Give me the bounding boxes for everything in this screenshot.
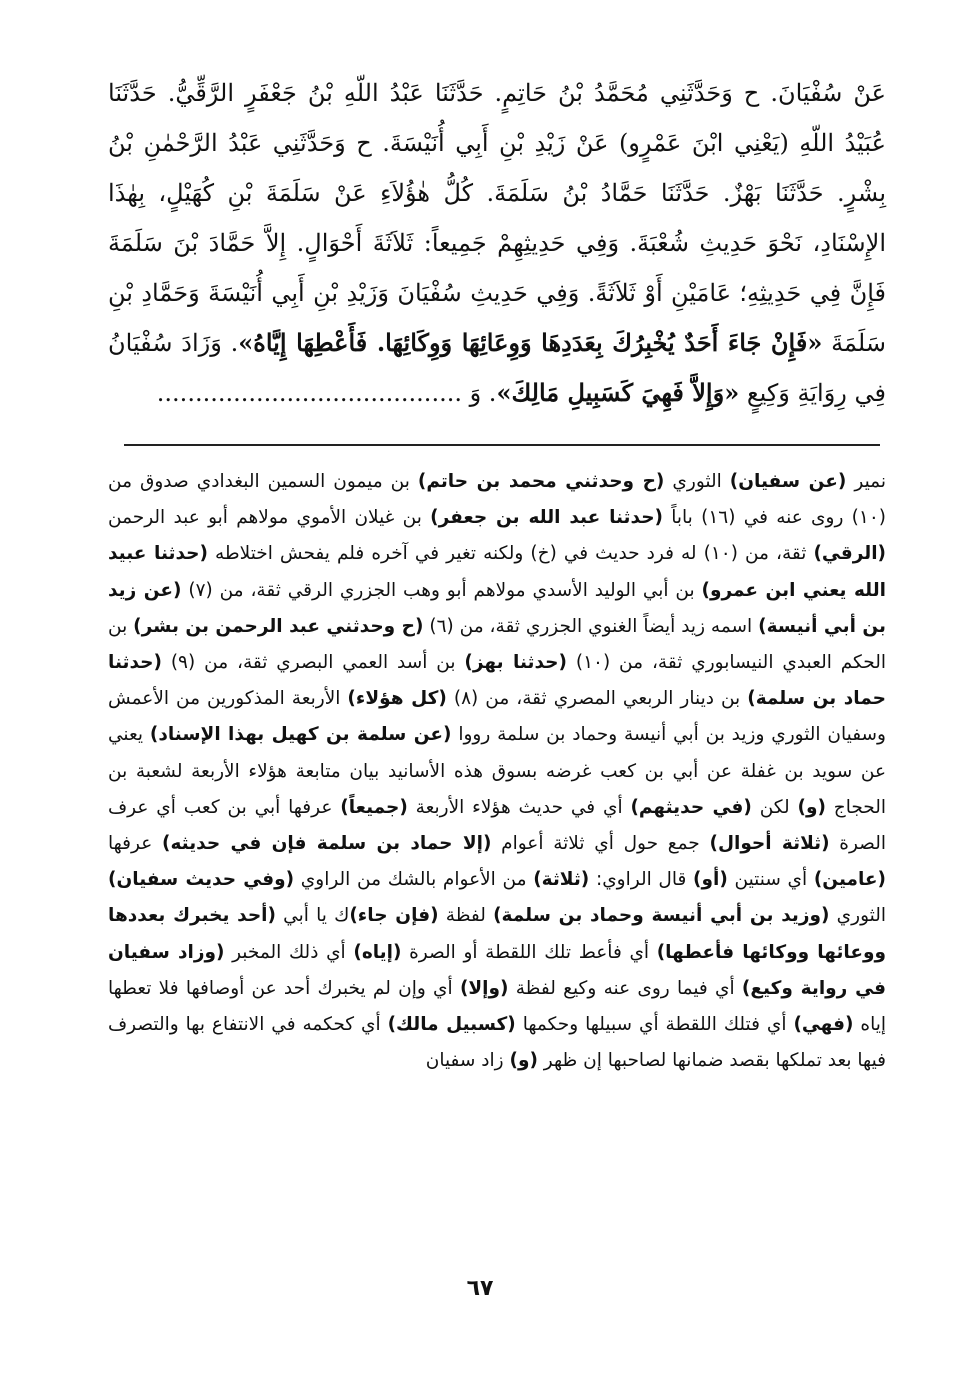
commentary-quote-bold: (عامين) xyxy=(813,869,886,891)
commentary-segment: بن الحكم العبدي النيسابوري ثقة، من (١٠) xyxy=(108,615,886,674)
hadith-segment: . وَ xyxy=(461,379,497,407)
commentary-quote-bold: (إياه) xyxy=(353,941,402,963)
commentary-segment: أي وإن لم يخبرك أحد عن أوصافها فلا تعطها إياه xyxy=(108,977,886,1036)
commentary-segment: عرفها أبي بن كعب أي عرف الصرة xyxy=(108,796,886,855)
commentary-quote-bold: (كسبيل مالك) xyxy=(387,1014,516,1036)
commentary-segment: أي ذلك المخبر xyxy=(224,941,354,963)
hadith-segment: . وَزَادَ سُفْيَانُ فِي رِوَايَةِ وَكِيعٍ xyxy=(108,329,886,407)
commentary-segment: نمير xyxy=(846,471,887,492)
commentary-segment: من الأعوام بالشك من الراوي xyxy=(294,869,534,891)
commentary-quote-bold: (أو) xyxy=(693,869,728,891)
commentary-segment: أي فيما روى عنه وكيع لفظة xyxy=(508,977,742,999)
commentary-segment: أي كحكمه في الانتفاع بها والتصرف فيها بعد تملكها بقصد ضمانها لصاحبها إن ظهر xyxy=(108,1014,886,1072)
commentary-quote-bold: (حدثنا بهز) xyxy=(464,652,567,674)
commentary-segment: أي فتلك اللقطة أي سبيلها وحكمها xyxy=(515,1014,794,1036)
commentary-quote-bold: (ثلاثة أحوال) xyxy=(709,833,830,855)
commentary-quote-bold: (إلا حماد بن سلمة فإن في حديثه) xyxy=(162,833,492,855)
commentary-segment: أي في حديث هؤلاء الأربعة xyxy=(407,796,631,818)
commentary-segment: بن ميمون السمين البغدادي صدوق من (١٠) روى عنه في (١٦) باباً xyxy=(108,471,886,529)
page-number: ٦٧ xyxy=(466,1276,494,1301)
commentary-quote-bold: (وزاد سفيان في رواية وكيع) xyxy=(108,941,886,999)
hadith-text-block xyxy=(108,68,886,418)
commentary-segment: الثوري xyxy=(664,471,730,492)
commentary-segment: قال الراوي: xyxy=(589,869,694,891)
commentary-quote-bold: (كل هؤلاء) xyxy=(347,688,447,710)
commentary-quote-bold: (فهي) xyxy=(793,1014,854,1036)
commentary-quote-bold: (وإلا) xyxy=(459,977,509,999)
commentary-segment: عرفها xyxy=(108,833,162,855)
commentary-quote-bold: (وفي حديث سفيان) xyxy=(108,869,295,891)
commentary-quote-bold: (الرقي) xyxy=(813,543,887,565)
commentary-segment: بن غيلان الأموي مولاهم أبو عبد الرحمن xyxy=(108,507,431,529)
commentary-segment: لفظة xyxy=(438,905,494,927)
commentary-segment: ثقة، من (١٠) له فرد حديث في (خ) ولكنه تغير في آخره فلم يفحش اختلاطه xyxy=(207,543,814,565)
commentary-quote-bold: (حدثنا عبد الله بن جعفر) xyxy=(430,507,663,529)
commentary-segment: بن أسد العمي البصري ثقة، من (٩) xyxy=(161,652,465,674)
commentary-segment: يعني عن سويد بن غفلة عن أبي بن كعب غرضه بسوق هذه الأسانيد بيان متابعة هؤلاء الأربعة لشعبة بن الحجاج xyxy=(108,724,886,818)
commentary-quote-bold: (حدثنا حماد بن سلمة) xyxy=(108,652,886,710)
hadith-segment-bold: «فَإِنْ جَاءَ أَحَدٌ يُخْبِرُكَ بِعَدَدِهَا وَوِعَائِهَا وَوِكَائِهَا. فَأَعْطِهَا إِيَّاهُ» xyxy=(238,328,823,357)
commentary-block xyxy=(108,464,886,1079)
commentary-quote-bold: (حدثنا عبيد الله يعني ابن عمرو) xyxy=(108,543,886,601)
commentary-quote-bold: (عن سلمة بن كهيل بهذا الإسناد) xyxy=(149,724,452,746)
commentary-quote-bold: (ح وحدثني محمد بن حاتم) xyxy=(417,471,665,492)
commentary-segment: أي سنتين xyxy=(727,869,814,891)
commentary-segment: اسمه زيد أيضاً الغنوي الجزري ثقة، من (٦) xyxy=(423,615,759,637)
hadith-segment: عَنْ سُفْيَانَ. ح وَحَدَّثَنِي مُحَمَّدُ بْنُ حَاتِمٍ. حَدَّثَنَا عَبْدُ اللّهِ بْنُ جَعْفَرٍ الرَّقِّيُّ. حَدَّثَنَا عُبَيْدُ اللّهِ (يَعْنِي ابْنَ عَمْرٍو) عَنْ زَيْدِ بْنِ أَبِي أُنَيْسَةَ. ح وَحَدَّثَنِي عَبْدُ الرَّحْمٰنِ بْنُ بِشْرٍ. حَدَّثَنَا بَهْزٌ. حَدَّثَنَا حَمَّادُ بْنُ سَلَمَةَ. كُلُّ هٰؤُلاَءِ عَنْ سَلَمَةَ بْنِ كُهَيْلٍ، بِهٰذَا الإِسْنَادِ، نَحْوَ حَدِيثِ شُعْبَةَ. وَفِي حَدِيثِهِمْ جَمِيعاً: ثَلاَثَةَ أَحْوَالٍ. إِلاَّ حَمَّادَ بْنَ سَلَمَةَ فَإِنَّ فِي حَدِيثِهِ؛ عَامَيْنِ أَوْ ثَلاَثَةً. وَفِي حَدِيثِ سُفْيَانَ وَزَيْدِ بْنِ أَبِي أُنَيْسَةَ وَحَمَّادِ بْنِ سَلَمَةَ xyxy=(108,79,886,357)
commentary-segment: أي فأعط تلك اللقطة أو الصرة xyxy=(401,941,657,963)
commentary-quote-bold: (ثلاثة) xyxy=(533,869,590,891)
commentary-quote-bold: (فإن جاء) xyxy=(349,905,439,927)
commentary-segment: بن دينار الربعي المصري ثقة، من (٨) xyxy=(446,688,748,710)
commentary-quote-bold: (في حديثهم) xyxy=(630,796,752,818)
commentary-segment: زاد سفيان xyxy=(425,1050,510,1072)
commentary-segment: بن أبي الوليد الأسدي مولاهم أبو وهب الجزري الرقي ثقة، من (٧) xyxy=(181,579,702,601)
hadith-segment-bold: «وَإِلاَّ فَهِيَ كَسَبِيلِ مَالِكَ» xyxy=(496,378,740,407)
commentary-segment: لكن xyxy=(751,796,798,818)
footnote-divider xyxy=(124,444,880,446)
commentary-quote-bold: (و) xyxy=(797,796,826,818)
commentary-quote-bold: (أحد يخبرك بعددها ووعائها ووكائها فأعطها) xyxy=(108,905,886,963)
commentary-segment: ك يا أبي xyxy=(275,905,350,927)
continuation-dots: ........................................ xyxy=(156,379,462,407)
commentary-segment: الثوري xyxy=(829,905,886,927)
commentary-quote-bold: (عن سفيان) xyxy=(729,471,847,492)
commentary-quote-bold: (عن زيد بن أبي أنيسة) xyxy=(108,579,886,637)
commentary-quote-bold: (وزيد بن أبي أنيسة وحماد بن سلمة) xyxy=(493,905,830,927)
commentary-segment: جمع حول أي ثلاثة أعوام xyxy=(491,833,710,855)
commentary-quote-bold: (و) xyxy=(509,1050,538,1072)
commentary-quote-bold: (ح وحدثني عبد الرحمن بن بشر) xyxy=(133,615,424,637)
commentary-quote-bold: (جميعاً) xyxy=(340,796,408,818)
commentary-segment: الأربعة المذكورين من الأعمش وسفيان الثوري وزيد بن أبي أنيسة وحماد بن سلمة رووا xyxy=(108,688,886,746)
